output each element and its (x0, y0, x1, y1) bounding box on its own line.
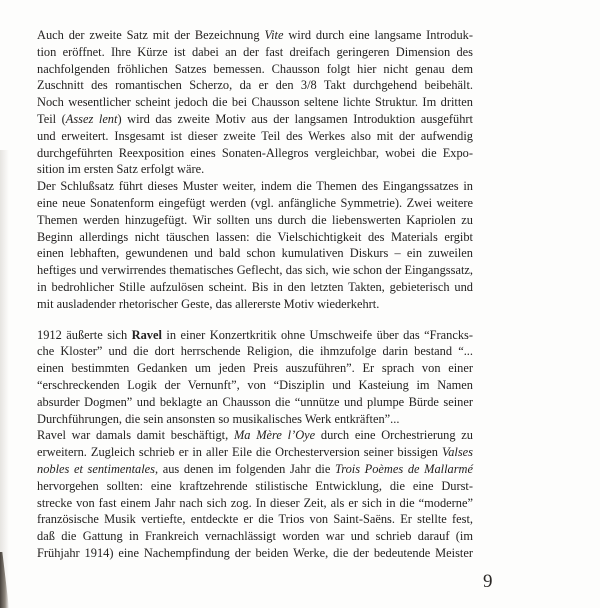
text-line (37, 128, 473, 145)
text-line (37, 411, 473, 428)
text-segment: eine neue Sonatenform eingefügt werden (vgl. anfängliche Symmetrie). Zwei weitere (37, 195, 473, 210)
ravel-orchestrations (37, 427, 473, 561)
text-segment: ) wird das zweite Motiv aus der langsamen Introduktion ausgeführt (117, 111, 473, 126)
text-line-content (37, 178, 473, 195)
text-line (37, 229, 473, 246)
italic-text-segment: Trois Poèmes de Mallarmé (335, 461, 474, 476)
text-segment: , aus denen im folgenden Jahr die (155, 461, 335, 476)
text-line-content (37, 245, 473, 262)
text-line (37, 343, 473, 360)
text-line-content (37, 427, 473, 444)
text-segment: Beginn allerdings nicht täuschen lassen: die Vielschichtigkeit des Materials ergibt (37, 229, 473, 244)
text-segment: daß die Gattung in Frankreich vernachlässigt worden war und schrieb darauf (im (37, 529, 474, 544)
text-segment: che Kloster” und die dort herrschende Religion, die ihmzufolge darin bestand “... (37, 344, 473, 359)
text-segment: erweitern. Zugleich schrieb er in aller Eile die Orchesterversion seiner bissigen (37, 445, 443, 460)
text-line-content (37, 61, 473, 78)
text-line (37, 195, 473, 212)
text-segment: Zuschnitt des romantischen Scherzo, da er den 3/8 Takt durchgehend beibehält. (37, 78, 473, 93)
text-line-content (37, 128, 473, 145)
text-segment: strecke von fast einem Jahr nach sich zog. In dieser Zeit, als er sich in die “moderne” (37, 495, 473, 510)
text-line-content (37, 44, 473, 61)
text-line (37, 145, 473, 162)
text-segment: wird durch eine langsame Introduk- (283, 28, 473, 42)
text-line-content (37, 195, 473, 212)
left-page-edge-shade (0, 150, 9, 608)
text-line-content (37, 545, 473, 562)
text-segment: durchgeführten Reexposition eines Sonaten-Allegros vergleichbar, wobei die Expo- (37, 145, 473, 160)
text-line-content (37, 212, 473, 229)
text-segment: heftiges und verwirrendes thematisches Geflecht, das sich, wie schon der Eingangssatz, (37, 263, 473, 278)
text-line-content (37, 229, 473, 246)
text-line (37, 427, 473, 444)
text-segment: sition im ersten Satz erfolgt wäre. (37, 162, 205, 177)
text-line (37, 61, 473, 78)
text-segment: hervorgehen sollten: eine kraftzehrende stilistische Entwicklung, die eine Durst- (37, 478, 473, 493)
text-line (37, 444, 473, 461)
text-line (37, 545, 473, 562)
text-line (37, 360, 473, 377)
text-line (37, 461, 473, 478)
page-number: 9 (483, 571, 493, 592)
italic-text-segment: Valses (442, 445, 473, 460)
text-line (37, 94, 473, 111)
text-column (37, 27, 473, 562)
text-line-content (37, 161, 204, 178)
finale-analysis (37, 178, 473, 312)
text-line-content (37, 145, 473, 162)
text-segment: Ravel war damals damit beschäftigt, (37, 428, 234, 443)
text-line-content (37, 478, 473, 495)
text-line-content (37, 528, 473, 545)
text-line-content (37, 444, 473, 461)
text-segment: Themen werden hinzugefügt. Wir sollten uns durch die liebenswerten Kapriolen zu (37, 212, 473, 227)
text-line-content (37, 495, 473, 512)
text-line (37, 161, 473, 178)
text-line (37, 296, 473, 313)
text-segment: Durchführungen, die sein ansonsten so musikalisches Werk entkräften”... (37, 411, 400, 426)
text-line-content (37, 394, 473, 411)
text-segment: Teil ( (37, 111, 66, 126)
italic-text-segment: Assez lent (65, 111, 118, 126)
text-line (37, 77, 473, 94)
movement-two-analysis (37, 27, 473, 178)
text-segment: französische Musik vertiefte, entdeckte er die Trios von Saint-Saëns. Er stellte fest, (37, 512, 474, 527)
text-line-content (37, 461, 473, 478)
text-line-content (37, 377, 473, 394)
text-line-content (37, 511, 473, 528)
text-line (37, 327, 473, 344)
text-segment: in bedrohlicher Stille aufzulösen scheint. Bis in den letzten Takten, gebieterisch und (37, 279, 473, 294)
text-segment: Frühjahr 1914) eine Nachempfindung der beiden Werke, die der bedeutende Meister (37, 545, 473, 560)
text-segment: einen lebhaften, gewundenen und bald schon kumulativen Diskurs – ein zuweilen (37, 246, 473, 261)
text-line (37, 27, 473, 44)
text-line (37, 44, 473, 61)
text-line (37, 528, 473, 545)
text-line (37, 212, 473, 229)
text-segment: durch eine Orchestrierung zu (315, 428, 473, 443)
text-line (37, 511, 473, 528)
text-segment: mit ausladender rhetorischer Geste, das allererste Motiv wiederkehrt. (37, 296, 380, 311)
text-line (37, 394, 473, 411)
text-line-content (37, 327, 473, 344)
text-segment: nachfolgenden fröhlichen Satzes bemessen. Chausson folgt hier nicht genau dem (37, 61, 473, 76)
text-segment: Noch wesentlicher scheint jedoch die bei Chausson seltene lichte Struktur. Im dritten (37, 95, 473, 110)
text-segment: Auch der zweite Satz mit der Bezeichnung (37, 28, 265, 42)
text-segment: “erschreckenden Logik der Vernunft”, von “Disziplin und Kasteiung im Namen (37, 377, 473, 392)
bottom-left-scan-shadow (0, 552, 9, 608)
text-segment: tion eröffnet. Ihre Kürze ist dabei an der fast dreifach geringeren Dimension des (37, 44, 473, 59)
text-segment: 1912 äußerte sich (37, 327, 132, 342)
text-line-content (37, 411, 399, 428)
text-line (37, 478, 473, 495)
text-line-content (37, 111, 473, 128)
italic-text-segment: nobles et sentimentales (37, 461, 155, 476)
text-line-content (37, 27, 473, 44)
text-line-content (37, 343, 473, 360)
text-line (37, 245, 473, 262)
text-line-content (37, 360, 473, 377)
text-line (37, 262, 473, 279)
text-segment: absurder Dogmen” und beklagte an Chausson die “unnütze und plumpe Bürde seiner (37, 394, 473, 409)
bold-text-segment: Ravel (131, 327, 162, 342)
text-segment: einen bestimmten Gedanken um jeden Preis auszuführen”. Er sprach von einer (37, 361, 473, 376)
text-line (37, 111, 473, 128)
text-line (37, 279, 473, 296)
text-line (37, 377, 473, 394)
text-line (37, 178, 473, 195)
text-line-content (37, 262, 473, 279)
italic-text-segment: Ma Mère l’Oye (233, 428, 316, 443)
text-line (37, 495, 473, 512)
text-line-content (37, 77, 473, 94)
ravel-concert-review (37, 327, 473, 428)
text-line-content (37, 279, 473, 296)
text-segment: in einer Konzertkritik ohne Umschweife über das “Francks- (161, 327, 473, 342)
text-line-content (37, 94, 473, 111)
text-line-content (37, 296, 379, 313)
text-segment: Der Schlußsatz führt dieses Muster weiter, indem die Themen des Eingangssatzes in (37, 179, 473, 194)
text-segment: und erweitert. Insgesamt ist dieser zweite Teil des Werkes also mit der aufwendig (37, 128, 473, 143)
italic-text-segment: Vite (264, 28, 284, 42)
